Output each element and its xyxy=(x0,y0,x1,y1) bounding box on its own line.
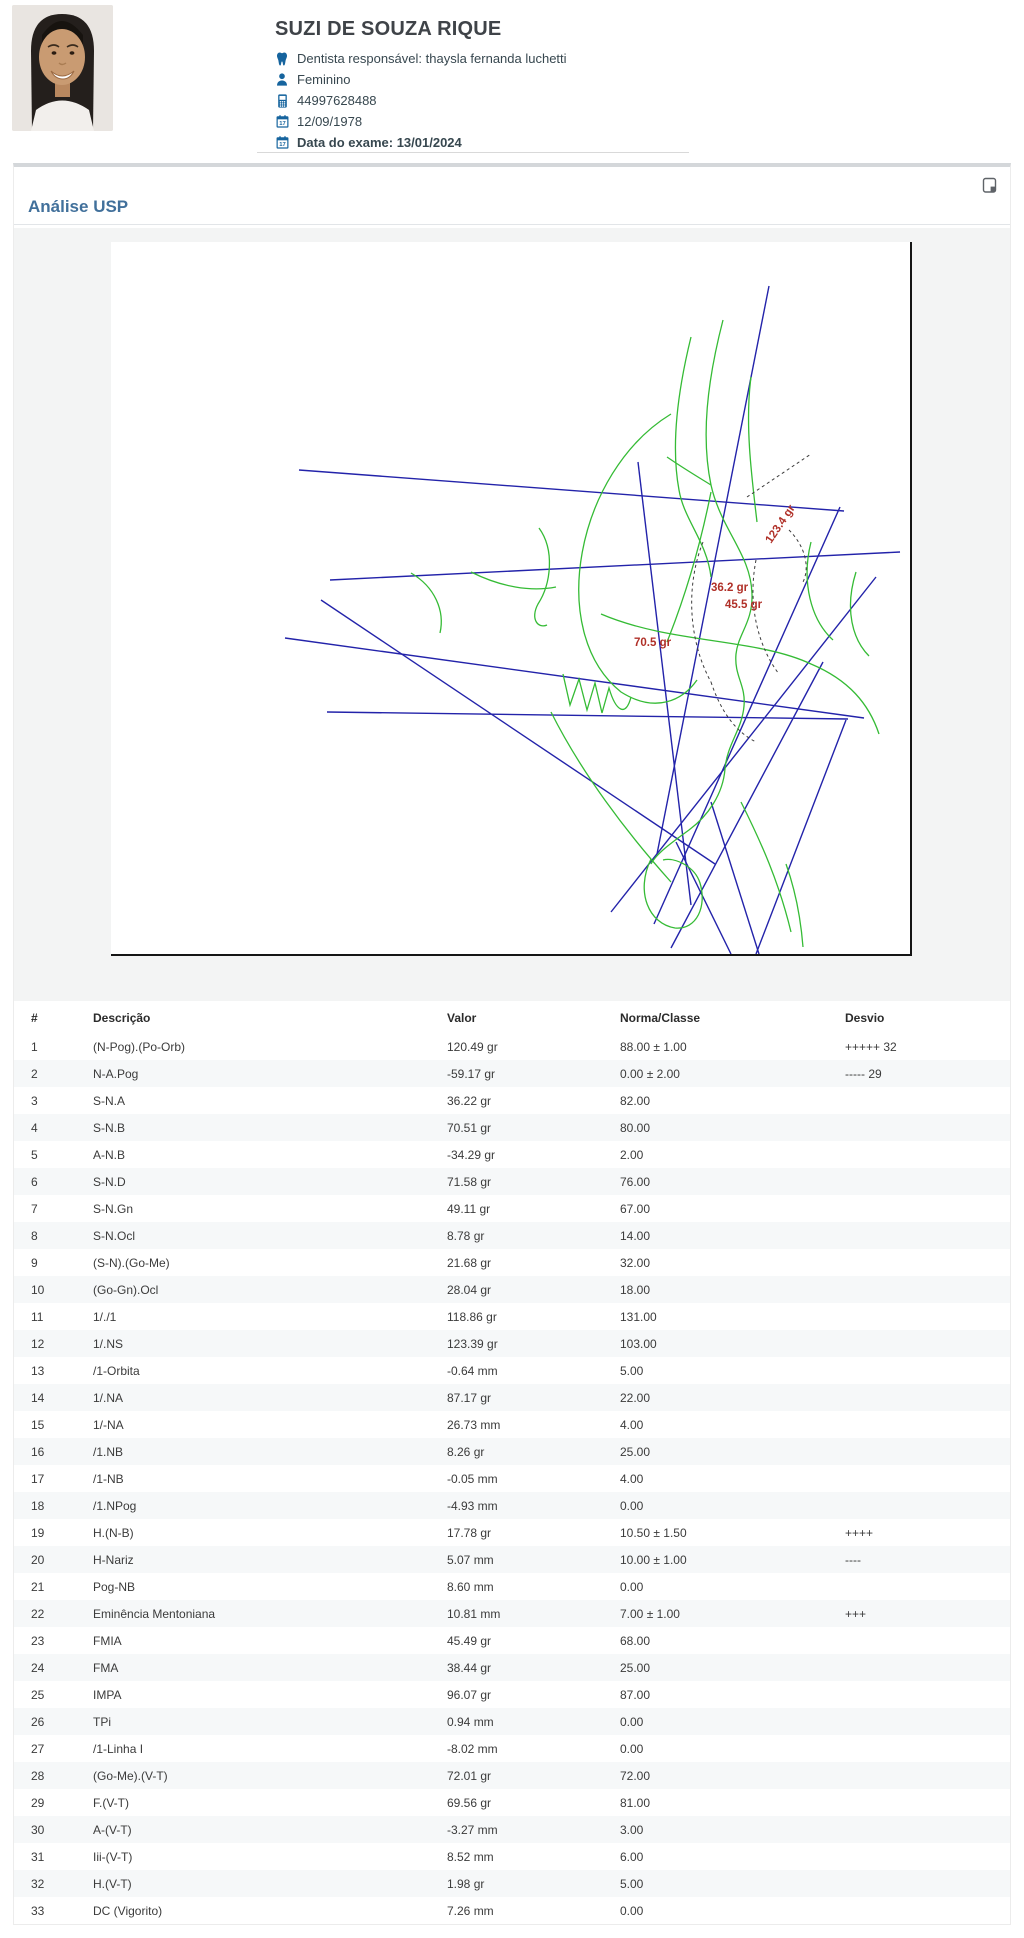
cell-number: 16 xyxy=(31,1444,45,1459)
angle-label: 70.5 gr xyxy=(634,637,672,649)
patient-header xyxy=(0,0,1024,153)
cell-value: -34.29 gr xyxy=(447,1147,496,1162)
cell-value: 17.78 gr xyxy=(447,1525,492,1540)
table-row xyxy=(14,1627,1010,1654)
table-row xyxy=(14,1789,1010,1816)
patient-photo-image xyxy=(12,5,113,131)
cell-deviation xyxy=(845,1087,1010,1114)
table-row xyxy=(14,1060,1010,1087)
table-row xyxy=(14,1897,1010,1924)
cell-value: -59.17 gr xyxy=(447,1066,496,1081)
cell-value: 72.01 gr xyxy=(447,1768,492,1783)
cell-value: 120.49 gr xyxy=(447,1039,498,1054)
table-row xyxy=(14,1276,1010,1303)
cell-deviation xyxy=(845,1195,1010,1222)
cell-norm: 0.00 xyxy=(620,1579,644,1594)
cell-value: 21.68 gr xyxy=(447,1255,492,1270)
gender-line xyxy=(275,69,567,90)
cell-deviation xyxy=(845,1708,1010,1735)
table-row xyxy=(14,1816,1010,1843)
cell-norm: 5.00 xyxy=(620,1363,644,1378)
column-header-0: # xyxy=(31,1011,38,1025)
angle-label: 36.2 gr xyxy=(711,582,749,594)
cell-norm: 10.50 ± 1.50 xyxy=(620,1525,687,1540)
cell-deviation xyxy=(845,1897,1010,1924)
cell-number: 5 xyxy=(31,1147,38,1162)
cell-value: -0.05 mm xyxy=(447,1471,498,1486)
cell-value: 69.56 gr xyxy=(447,1795,492,1810)
cell-deviation xyxy=(845,1276,1010,1303)
cell-description: 1/./1 xyxy=(93,1309,117,1324)
cell-value: 8.78 gr xyxy=(447,1228,485,1243)
cell-number: 33 xyxy=(31,1903,45,1918)
cell-deviation xyxy=(845,1384,1010,1411)
cell-number: 19 xyxy=(31,1525,45,1540)
cell-number: 14 xyxy=(31,1390,45,1405)
exam-date-text: Data do exame: 13/01/2024 xyxy=(297,135,462,150)
cell-deviation xyxy=(845,1330,1010,1357)
cell-value: 1.98 gr xyxy=(447,1876,485,1891)
patient-photo xyxy=(12,5,113,131)
cell-deviation xyxy=(845,1249,1010,1276)
table-row xyxy=(14,1870,1010,1897)
cell-norm: 0.00 xyxy=(620,1741,644,1756)
table-row xyxy=(14,1222,1010,1249)
dentist-text: Dentista responsável: thaysla fernanda luchetti xyxy=(297,51,567,66)
phone-text: 44997628488 xyxy=(297,93,377,108)
table-row xyxy=(14,1465,1010,1492)
cell-number: 24 xyxy=(31,1660,45,1675)
cell-description: /1-Orbita xyxy=(93,1363,140,1378)
cell-description: /1-NB xyxy=(93,1471,124,1486)
cell-description: (Go-Me).(V-T) xyxy=(93,1768,168,1783)
cell-description: N-A.Pog xyxy=(93,1066,139,1081)
cell-description: H-Nariz xyxy=(93,1552,134,1567)
cell-deviation: ---- xyxy=(845,1552,861,1567)
calendar-icon xyxy=(275,136,289,150)
cell-number: 13 xyxy=(31,1363,45,1378)
cell-deviation xyxy=(845,1357,1010,1384)
cell-deviation xyxy=(845,1141,1010,1168)
cell-number: 2 xyxy=(31,1066,38,1081)
cell-deviation xyxy=(845,1303,1010,1330)
cell-number: 10 xyxy=(31,1282,45,1297)
cell-number: 4 xyxy=(31,1120,38,1135)
cell-description: 1/.NS xyxy=(93,1336,124,1351)
cell-norm: 25.00 xyxy=(620,1660,651,1675)
column-header-1: Descrição xyxy=(93,1011,151,1025)
cell-norm: 4.00 xyxy=(620,1417,644,1432)
cell-deviation xyxy=(845,1168,1010,1195)
cell-description: /1.NB xyxy=(93,1444,124,1459)
cell-norm: 22.00 xyxy=(620,1390,651,1405)
phone-icon xyxy=(275,94,289,108)
cell-norm: 10.00 ± 1.00 xyxy=(620,1552,687,1567)
angle-label: 45.5 gr xyxy=(725,599,763,611)
cell-number: 11 xyxy=(31,1309,44,1324)
cell-value: 118.86 gr xyxy=(447,1309,497,1324)
cell-value: 49.11 gr xyxy=(447,1201,491,1216)
cell-number: 22 xyxy=(31,1606,45,1621)
cell-norm: 103.00 xyxy=(620,1336,657,1351)
table-row xyxy=(14,1033,1010,1060)
cell-norm: 6.00 xyxy=(620,1849,644,1864)
cell-deviation xyxy=(845,1681,1010,1708)
cell-value: 26.73 mm xyxy=(447,1417,501,1432)
cell-number: 29 xyxy=(31,1795,45,1810)
cell-deviation xyxy=(845,1573,1010,1600)
exam-date-line xyxy=(275,132,567,153)
gender-text: Feminino xyxy=(297,72,351,87)
cell-number: 27 xyxy=(31,1741,45,1756)
cell-value: 8.26 gr xyxy=(447,1444,485,1459)
table-row xyxy=(14,1303,1010,1330)
cell-norm: 67.00 xyxy=(620,1201,651,1216)
cell-description: H.(N-B) xyxy=(93,1525,134,1540)
birthdate-line xyxy=(275,111,567,132)
cell-norm: 68.00 xyxy=(620,1633,651,1648)
table-row xyxy=(14,1519,1010,1546)
cell-description: F.(V-T) xyxy=(93,1795,129,1810)
measurements-table xyxy=(14,1003,1010,1924)
cell-norm: 72.00 xyxy=(620,1768,651,1783)
cell-norm: 5.00 xyxy=(620,1876,644,1891)
cell-deviation xyxy=(845,1816,1010,1843)
cell-norm: 0.00 xyxy=(620,1714,644,1729)
cell-value: 8.60 mm xyxy=(447,1579,494,1594)
cell-number: 20 xyxy=(31,1552,45,1567)
cell-deviation xyxy=(845,1465,1010,1492)
table-row xyxy=(14,1249,1010,1276)
cell-deviation xyxy=(845,1222,1010,1249)
patient-info xyxy=(275,18,567,153)
cell-number: 12 xyxy=(31,1336,45,1351)
cell-norm: 18.00 xyxy=(620,1282,651,1297)
cell-number: 1 xyxy=(31,1039,38,1054)
cell-number: 28 xyxy=(31,1768,45,1783)
cell-number: 32 xyxy=(31,1876,45,1891)
table-row xyxy=(14,1843,1010,1870)
calendar-icon xyxy=(275,115,289,129)
table-row xyxy=(14,1600,1010,1627)
table-row xyxy=(14,1492,1010,1519)
cell-deviation: +++ xyxy=(845,1606,867,1621)
anatomy-outline xyxy=(411,320,879,947)
table-row xyxy=(14,1168,1010,1195)
cell-value: 28.04 gr xyxy=(447,1282,492,1297)
cephalometric-tracing-image xyxy=(111,242,912,956)
table-row xyxy=(14,1330,1010,1357)
cell-norm: 80.00 xyxy=(620,1120,651,1135)
cell-number: 9 xyxy=(31,1255,38,1270)
column-header-3: Norma/Classe xyxy=(620,1011,701,1025)
cell-deviation xyxy=(845,1492,1010,1519)
cell-number: 3 xyxy=(31,1093,38,1108)
table-row xyxy=(14,1762,1010,1789)
cell-value: 38.44 gr xyxy=(447,1660,492,1675)
cell-description: Eminência Mentoniana xyxy=(93,1606,216,1621)
cell-deviation xyxy=(845,1870,1010,1897)
cell-value: -4.93 mm xyxy=(447,1498,498,1513)
column-header-2: Valor xyxy=(447,1011,477,1025)
cell-norm: 32.00 xyxy=(620,1255,651,1270)
birthdate-text: 12/09/1978 xyxy=(297,114,363,129)
cell-description: IMPA xyxy=(93,1687,122,1702)
table-row xyxy=(14,1681,1010,1708)
table-row xyxy=(14,1708,1010,1735)
cell-description: /1-Linha I xyxy=(93,1741,144,1756)
cell-description: TPi xyxy=(93,1714,111,1729)
table-row xyxy=(14,1411,1010,1438)
cell-description: S-N.A xyxy=(93,1093,126,1108)
cell-deviation xyxy=(845,1411,1010,1438)
cell-number: 6 xyxy=(31,1174,38,1189)
cell-number: 30 xyxy=(31,1822,45,1837)
cell-number: 17 xyxy=(31,1471,45,1486)
cell-deviation xyxy=(845,1789,1010,1816)
card-title: Análise USP xyxy=(28,197,129,216)
table-row xyxy=(14,1438,1010,1465)
table-row xyxy=(14,1654,1010,1681)
person-icon xyxy=(275,73,289,87)
cell-number: 23 xyxy=(31,1633,45,1648)
cell-norm: 88.00 ± 1.00 xyxy=(620,1039,687,1054)
cell-description: DC (Vigorito) xyxy=(93,1903,163,1918)
table-row xyxy=(14,1195,1010,1222)
cell-norm: 0.00 xyxy=(620,1903,644,1918)
cell-norm: 3.00 xyxy=(620,1822,644,1837)
cell-description: S-N.Ocl xyxy=(93,1228,135,1243)
cell-norm: 2.00 xyxy=(620,1147,644,1162)
header-divider xyxy=(257,152,689,153)
analysis-card xyxy=(13,163,1011,1925)
cell-value: -0.64 mm xyxy=(447,1363,498,1378)
cell-value: 36.22 gr xyxy=(447,1093,492,1108)
cell-deviation xyxy=(845,1654,1010,1681)
cell-description: (N-Pog).(Po-Orb) xyxy=(93,1039,186,1054)
cell-description: 1/-NA xyxy=(93,1417,124,1432)
cell-value: 70.51 gr xyxy=(447,1120,492,1135)
cell-value: 123.39 gr xyxy=(447,1336,498,1351)
cell-number: 15 xyxy=(31,1417,45,1432)
table-row xyxy=(14,1384,1010,1411)
cell-description: /1.NPog xyxy=(93,1498,137,1513)
cell-description: (S-N).(Go-Me) xyxy=(93,1255,170,1270)
cell-value: 7.26 mm xyxy=(447,1903,494,1918)
tracing-container xyxy=(14,228,1010,1001)
patient-name: SUZI DE SOUZA RIQUE xyxy=(275,18,502,40)
dentist-line xyxy=(275,48,567,69)
cell-value: 45.49 gr xyxy=(447,1633,492,1648)
cell-value: 8.52 mm xyxy=(447,1849,494,1864)
column-header-4: Desvio xyxy=(845,1011,885,1025)
cell-deviation: ++++ xyxy=(845,1525,874,1540)
cell-description: 1/.NA xyxy=(93,1390,124,1405)
cell-description: Pog-NB xyxy=(93,1579,136,1594)
angle-labels xyxy=(634,502,798,649)
cell-number: 7 xyxy=(31,1201,38,1216)
cell-deviation xyxy=(845,1762,1010,1789)
cell-norm: 0.00 ± 2.00 xyxy=(620,1066,680,1081)
cell-number: 18 xyxy=(31,1498,45,1513)
cell-description: (Go-Gn).Ocl xyxy=(93,1282,159,1297)
cell-norm: 76.00 xyxy=(620,1174,651,1189)
tooth-icon xyxy=(275,52,289,66)
cell-norm: 131.00 xyxy=(620,1309,657,1324)
cell-description: A-N.B xyxy=(93,1147,126,1162)
cell-description: FMA xyxy=(93,1660,119,1675)
cell-norm: 14.00 xyxy=(620,1228,651,1243)
cell-value: 96.07 gr xyxy=(447,1687,492,1702)
cell-number: 31 xyxy=(31,1849,45,1864)
cell-deviation: +++++ 32 xyxy=(845,1039,897,1054)
cell-value: -8.02 mm xyxy=(447,1741,498,1756)
cell-description: Iii-(V-T) xyxy=(93,1849,133,1864)
svg-text:17: 17 xyxy=(278,121,286,128)
svg-text:17: 17 xyxy=(278,142,286,149)
cell-deviation xyxy=(845,1627,1010,1654)
cell-description: H.(V-T) xyxy=(93,1876,132,1891)
cell-deviation xyxy=(845,1735,1010,1762)
cell-deviation xyxy=(845,1843,1010,1870)
note-icon[interactable] xyxy=(981,177,999,195)
cell-norm: 7.00 ± 1.00 xyxy=(620,1606,680,1621)
table-row xyxy=(14,1546,1010,1573)
table-row xyxy=(14,1141,1010,1168)
cell-description: FMIA xyxy=(93,1633,122,1648)
table-header-row xyxy=(14,1003,1010,1033)
cell-value: 87.17 gr xyxy=(447,1390,492,1405)
measurement-lines xyxy=(285,286,900,954)
phone-line xyxy=(275,90,567,111)
cell-value: 5.07 mm xyxy=(447,1552,494,1567)
table-row xyxy=(14,1087,1010,1114)
cell-norm: 4.00 xyxy=(620,1471,644,1486)
cell-norm: 87.00 xyxy=(620,1687,651,1702)
card-title-bar xyxy=(14,167,1010,225)
cell-value: 71.58 gr xyxy=(447,1174,492,1189)
cell-value: -3.27 mm xyxy=(447,1822,498,1837)
cell-description: S-N.Gn xyxy=(93,1201,134,1216)
cell-deviation: ----- 29 xyxy=(845,1066,882,1081)
table-row xyxy=(14,1573,1010,1600)
cell-number: 25 xyxy=(31,1687,45,1702)
table-row xyxy=(14,1357,1010,1384)
cell-norm: 25.00 xyxy=(620,1444,651,1459)
table-row xyxy=(14,1114,1010,1141)
angle-label: 123.4 gr xyxy=(763,502,798,546)
cell-norm: 81.00 xyxy=(620,1795,651,1810)
cell-number: 21 xyxy=(31,1579,45,1594)
cell-description: A-(V-T) xyxy=(93,1822,132,1837)
cell-description: S-N.B xyxy=(93,1120,126,1135)
cell-deviation xyxy=(845,1114,1010,1141)
cell-number: 8 xyxy=(31,1228,38,1243)
cell-norm: 82.00 xyxy=(620,1093,651,1108)
table-row xyxy=(14,1735,1010,1762)
cell-value: 10.81 mm xyxy=(447,1606,501,1621)
cell-norm: 0.00 xyxy=(620,1498,644,1513)
cell-value: 0.94 mm xyxy=(447,1714,494,1729)
cell-deviation xyxy=(845,1438,1010,1465)
cell-description: S-N.D xyxy=(93,1174,126,1189)
cell-number: 26 xyxy=(31,1714,45,1729)
